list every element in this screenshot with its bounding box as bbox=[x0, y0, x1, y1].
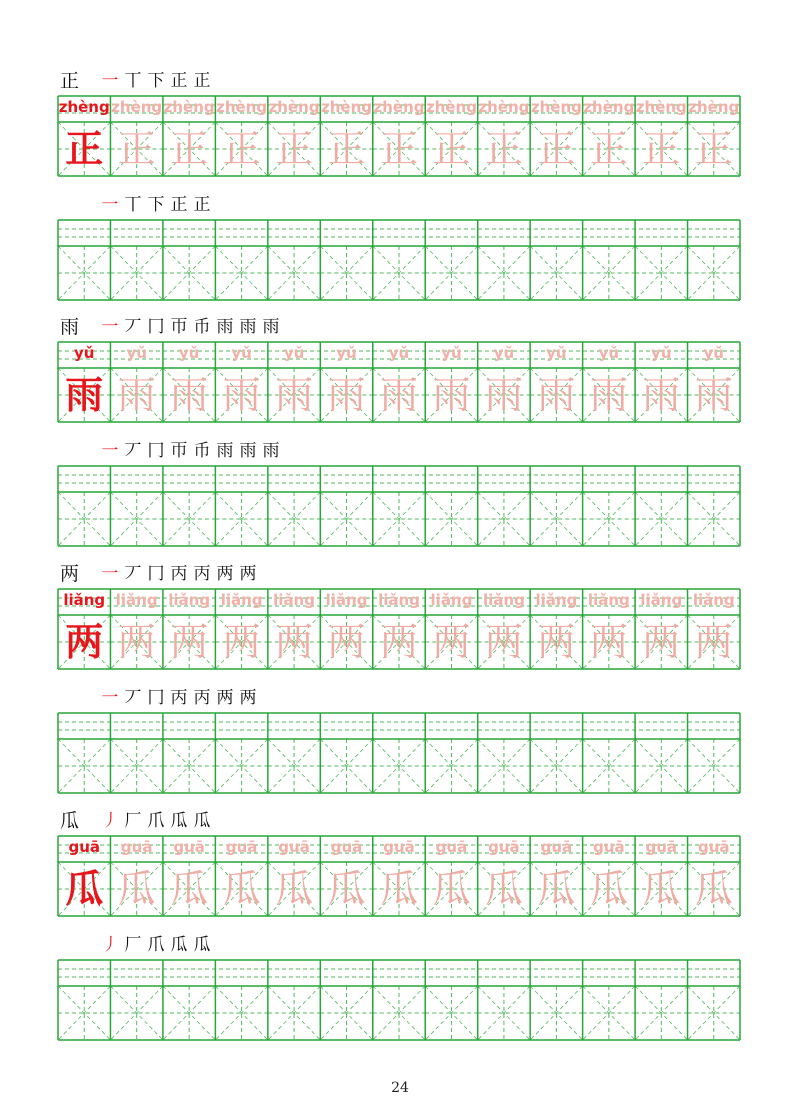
pinyin: yǔ bbox=[178, 344, 200, 362]
trace-cell[interactable] bbox=[320, 836, 372, 916]
hanzi: 正 bbox=[484, 127, 523, 171]
pinyin: zhèng bbox=[216, 98, 268, 116]
pinyin: guā bbox=[225, 838, 258, 856]
tracing-grid[interactable] bbox=[58, 96, 740, 176]
pinyin: yǔ bbox=[336, 344, 357, 362]
pinyin: yǔ bbox=[388, 344, 410, 362]
hanzi: 正 bbox=[642, 127, 681, 171]
pinyin: zhèng bbox=[425, 98, 477, 116]
trace-cell[interactable] bbox=[583, 836, 635, 916]
trace-cell[interactable] bbox=[163, 342, 215, 422]
practice-grid[interactable] bbox=[58, 713, 740, 793]
pinyin: liǎng bbox=[168, 591, 211, 609]
character-label: 雨 bbox=[60, 316, 80, 338]
stroke-order-row bbox=[0, 438, 800, 464]
pinyin: zhèng bbox=[321, 98, 373, 116]
pinyin: liǎng bbox=[115, 591, 158, 609]
stroke-step: 丆 bbox=[124, 317, 142, 337]
hanzi: 正 bbox=[170, 127, 209, 171]
stroke-step: 冂 bbox=[147, 317, 165, 337]
hanzi: 两 bbox=[117, 620, 156, 664]
pinyin: liǎng bbox=[430, 591, 473, 609]
trace-cell[interactable] bbox=[268, 836, 320, 916]
pinyin: yǔ bbox=[651, 344, 672, 362]
stroke-step: 冂 bbox=[147, 564, 165, 584]
pinyin: guā bbox=[488, 838, 520, 856]
hanzi: 瓜 bbox=[484, 867, 523, 911]
hanzi: 瓜 bbox=[117, 867, 156, 911]
pinyin: guā bbox=[540, 838, 573, 856]
hanzi: 瓜 bbox=[379, 867, 418, 911]
trace-cell[interactable] bbox=[635, 836, 687, 916]
trace-cell[interactable] bbox=[635, 342, 687, 422]
trace-cell[interactable] bbox=[320, 589, 372, 669]
hanzi: 两 bbox=[694, 620, 733, 664]
stroke-sequence bbox=[100, 932, 212, 958]
hanzi: 雨 bbox=[642, 373, 681, 417]
pinyin: yǔ bbox=[126, 344, 147, 362]
hanzi: 瓜 bbox=[222, 867, 261, 911]
hanzi: 正 bbox=[327, 127, 366, 171]
hanzi: 雨 bbox=[589, 373, 628, 417]
trace-cell[interactable] bbox=[530, 836, 582, 916]
pinyin: liǎng bbox=[325, 591, 368, 609]
stroke-step: 爪 bbox=[147, 811, 165, 831]
stroke-step: 冂 bbox=[147, 688, 165, 708]
pinyin: zhèng bbox=[163, 98, 215, 116]
stroke-sequence bbox=[100, 561, 258, 587]
trace-cell[interactable] bbox=[478, 589, 530, 669]
stroke-order-row bbox=[0, 808, 800, 834]
stroke-step: 丆 bbox=[124, 564, 142, 584]
character-label: 两 bbox=[60, 563, 80, 585]
model-cell[interactable] bbox=[58, 836, 110, 916]
trace-cell[interactable] bbox=[688, 836, 740, 916]
hanzi: 两 bbox=[484, 620, 523, 664]
stroke-step: 一 bbox=[101, 317, 119, 337]
stroke-step: 丿 bbox=[101, 811, 119, 831]
trace-cell[interactable] bbox=[110, 836, 162, 916]
stroke-sequence bbox=[100, 68, 212, 94]
trace-cell[interactable] bbox=[373, 589, 425, 669]
pinyin: zhèng bbox=[111, 98, 163, 116]
pinyin: guā bbox=[383, 838, 415, 856]
stroke-step: 一 bbox=[101, 564, 119, 584]
trace-cell[interactable] bbox=[530, 342, 582, 422]
pinyin: liǎng bbox=[587, 591, 630, 609]
stroke-step: 两 bbox=[239, 688, 257, 708]
trace-cell[interactable] bbox=[688, 342, 740, 422]
hanzi: 瓜 bbox=[642, 867, 681, 911]
pinyin: yǔ bbox=[493, 344, 515, 362]
trace-cell[interactable] bbox=[110, 342, 162, 422]
stroke-step: 两 bbox=[239, 564, 257, 584]
stroke-step: 一 bbox=[101, 71, 119, 91]
pinyin: guā bbox=[697, 838, 730, 856]
pinyin: liǎng bbox=[220, 591, 263, 609]
hanzi: 瓜 bbox=[537, 867, 576, 911]
trace-cell[interactable] bbox=[215, 589, 267, 669]
stroke-step: 下 bbox=[147, 71, 165, 91]
trace-cell[interactable] bbox=[215, 836, 267, 916]
tracing-grid[interactable] bbox=[58, 342, 740, 422]
stroke-step: 雨 bbox=[239, 441, 257, 461]
stroke-step: 雨 bbox=[216, 317, 234, 337]
pinyin: guā bbox=[435, 838, 468, 856]
pinyin: zhèng bbox=[268, 98, 320, 116]
trace-cell[interactable] bbox=[268, 589, 320, 669]
pinyin: guā bbox=[278, 838, 310, 856]
hanzi: 正 bbox=[379, 127, 418, 171]
stroke-step: 瓜 bbox=[193, 935, 211, 955]
trace-cell[interactable] bbox=[688, 96, 740, 176]
pinyin: guā bbox=[120, 838, 153, 856]
trace-cell[interactable] bbox=[583, 96, 635, 176]
pinyin: zhèng bbox=[688, 98, 740, 116]
trace-cell[interactable] bbox=[163, 96, 215, 176]
trace-cell[interactable] bbox=[478, 836, 530, 916]
hanzi: 瓜 bbox=[327, 867, 366, 911]
stroke-step: 丿 bbox=[101, 935, 119, 955]
trace-cell[interactable] bbox=[530, 589, 582, 669]
hanzi: 雨 bbox=[327, 373, 366, 417]
pinyin: zhèng bbox=[478, 98, 530, 116]
hanzi: 两 bbox=[642, 620, 681, 664]
stroke-step: 正 bbox=[170, 71, 188, 91]
pinyin: guā bbox=[645, 838, 678, 856]
trace-cell[interactable] bbox=[320, 96, 372, 176]
trace-cell[interactable] bbox=[215, 96, 267, 176]
pinyin: zhèng bbox=[635, 98, 687, 116]
stroke-order-row bbox=[0, 192, 800, 218]
trace-cell[interactable] bbox=[583, 589, 635, 669]
pinyin: guā bbox=[173, 838, 205, 856]
stroke-step: 雨 bbox=[262, 317, 280, 337]
hanzi: 正 bbox=[537, 127, 576, 171]
hanzi: 正 bbox=[117, 127, 156, 171]
stroke-step: 两 bbox=[216, 564, 234, 584]
model-cell[interactable] bbox=[58, 342, 110, 422]
hanzi: 两 bbox=[432, 620, 471, 664]
hanzi: 瓜 bbox=[170, 867, 209, 911]
practice-grid[interactable] bbox=[58, 960, 740, 1040]
stroke-step: 丅 bbox=[124, 71, 142, 91]
trace-cell[interactable] bbox=[425, 836, 477, 916]
hanzi: 正 bbox=[65, 126, 104, 171]
character-label: 正 bbox=[60, 70, 80, 92]
pinyin: liǎng bbox=[63, 591, 106, 609]
stroke-step: 帀 bbox=[170, 441, 188, 461]
trace-cell[interactable] bbox=[320, 342, 372, 422]
pinyin: guā bbox=[593, 838, 625, 856]
pinyin: guā bbox=[68, 838, 100, 856]
stroke-step: 丅 bbox=[124, 195, 142, 215]
pinyin: yǔ bbox=[703, 344, 724, 362]
stroke-step: 瓜 bbox=[170, 935, 188, 955]
stroke-sequence bbox=[100, 438, 281, 464]
stroke-step: 两 bbox=[216, 688, 234, 708]
trace-cell[interactable] bbox=[635, 589, 687, 669]
model-cell[interactable] bbox=[58, 589, 110, 669]
stroke-step: 冂 bbox=[147, 441, 165, 461]
hanzi: 两 bbox=[170, 620, 209, 664]
tracing-grid[interactable] bbox=[58, 836, 740, 916]
trace-cell[interactable] bbox=[268, 342, 320, 422]
trace-cell[interactable] bbox=[268, 96, 320, 176]
hanzi: 两 bbox=[379, 620, 418, 664]
stroke-step: 瓜 bbox=[193, 811, 211, 831]
trace-cell[interactable] bbox=[163, 589, 215, 669]
stroke-step: 正 bbox=[170, 195, 188, 215]
trace-cell[interactable] bbox=[163, 836, 215, 916]
trace-cell[interactable] bbox=[373, 342, 425, 422]
hanzi: 两 bbox=[327, 620, 366, 664]
stroke-step: 丆 bbox=[124, 688, 142, 708]
stroke-step: 币 bbox=[193, 441, 211, 461]
hanzi: 瓜 bbox=[432, 867, 471, 911]
trace-cell[interactable] bbox=[530, 96, 582, 176]
hanzi: 正 bbox=[432, 127, 471, 171]
tracing-grid[interactable] bbox=[58, 589, 740, 669]
hanzi: 两 bbox=[537, 620, 576, 664]
pinyin: yǔ bbox=[231, 344, 252, 362]
hanzi: 正 bbox=[222, 127, 261, 171]
hanzi: 雨 bbox=[275, 373, 314, 417]
stroke-step: 厂 bbox=[124, 935, 142, 955]
hanzi: 两 bbox=[275, 620, 314, 664]
hanzi: 正 bbox=[275, 127, 314, 171]
trace-cell[interactable] bbox=[425, 342, 477, 422]
stroke-step: 一 bbox=[101, 195, 119, 215]
pinyin: zhèng bbox=[373, 98, 425, 116]
pinyin: yǔ bbox=[546, 344, 567, 362]
trace-cell[interactable] bbox=[688, 589, 740, 669]
stroke-step: 爪 bbox=[147, 935, 165, 955]
hanzi: 瓜 bbox=[589, 867, 628, 911]
stroke-step: 丙 bbox=[170, 564, 188, 584]
pinyin: liǎng bbox=[692, 591, 735, 609]
model-cell[interactable] bbox=[58, 96, 110, 176]
stroke-step: 厂 bbox=[124, 811, 142, 831]
hanzi: 雨 bbox=[65, 372, 104, 417]
stroke-order-row bbox=[0, 932, 800, 958]
pinyin: yǔ bbox=[73, 344, 95, 362]
stroke-step: 下 bbox=[147, 195, 165, 215]
pinyin: liǎng bbox=[483, 591, 525, 609]
pinyin: liǎng bbox=[535, 591, 578, 609]
trace-cell[interactable] bbox=[373, 96, 425, 176]
trace-cell[interactable] bbox=[425, 96, 477, 176]
trace-cell[interactable] bbox=[373, 836, 425, 916]
hanzi: 瓜 bbox=[275, 867, 314, 911]
pinyin: liǎng bbox=[640, 591, 683, 609]
stroke-sequence bbox=[100, 808, 212, 834]
stroke-step: 雨 bbox=[262, 441, 280, 461]
trace-cell[interactable] bbox=[110, 589, 162, 669]
stroke-step: 一 bbox=[101, 441, 119, 461]
hanzi: 雨 bbox=[694, 373, 733, 417]
stroke-step: 帀 bbox=[170, 317, 188, 337]
pinyin: yǔ bbox=[598, 344, 620, 362]
hanzi: 正 bbox=[589, 127, 628, 171]
trace-cell[interactable] bbox=[425, 589, 477, 669]
hanzi: 两 bbox=[589, 620, 628, 664]
pinyin: liǎng bbox=[273, 591, 315, 609]
pinyin: zhèng bbox=[58, 98, 110, 116]
stroke-step: 丙 bbox=[193, 564, 211, 584]
trace-cell[interactable] bbox=[110, 96, 162, 176]
stroke-step: 丆 bbox=[124, 441, 142, 461]
hanzi: 雨 bbox=[432, 373, 471, 417]
hanzi: 雨 bbox=[117, 373, 156, 417]
hanzi: 瓜 bbox=[694, 867, 733, 911]
pinyin: zhèng bbox=[530, 98, 582, 116]
pinyin: yǔ bbox=[283, 344, 305, 362]
stroke-step: 瓜 bbox=[170, 811, 188, 831]
trace-cell[interactable] bbox=[478, 96, 530, 176]
stroke-order-row bbox=[0, 685, 800, 711]
pinyin: liǎng bbox=[378, 591, 420, 609]
hanzi: 正 bbox=[694, 127, 733, 171]
pinyin: zhèng bbox=[583, 98, 635, 116]
stroke-step: 一 bbox=[101, 688, 119, 708]
stroke-sequence bbox=[100, 192, 212, 218]
trace-cell[interactable] bbox=[215, 342, 267, 422]
practice-grid[interactable] bbox=[58, 466, 740, 546]
pinyin: yǔ bbox=[441, 344, 462, 362]
stroke-step: 雨 bbox=[216, 441, 234, 461]
stroke-sequence bbox=[100, 685, 258, 711]
hanzi: 两 bbox=[65, 619, 104, 664]
practice-grid[interactable] bbox=[58, 220, 740, 300]
stroke-order-row bbox=[0, 68, 800, 94]
character-label: 瓜 bbox=[60, 810, 80, 832]
hanzi: 两 bbox=[222, 620, 261, 664]
stroke-order-row bbox=[0, 561, 800, 587]
stroke-step: 丙 bbox=[170, 688, 188, 708]
hanzi: 雨 bbox=[537, 373, 576, 417]
stroke-sequence bbox=[100, 314, 281, 340]
stroke-step: 币 bbox=[193, 317, 211, 337]
stroke-order-row bbox=[0, 314, 800, 340]
trace-cell[interactable] bbox=[635, 96, 687, 176]
stroke-step: 正 bbox=[193, 195, 211, 215]
stroke-step: 正 bbox=[193, 71, 211, 91]
stroke-step: 丙 bbox=[193, 688, 211, 708]
trace-cell[interactable] bbox=[478, 342, 530, 422]
hanzi: 雨 bbox=[170, 373, 209, 417]
page-number: 24 bbox=[391, 1080, 409, 1096]
hanzi: 雨 bbox=[484, 373, 523, 417]
trace-cell[interactable] bbox=[583, 342, 635, 422]
hanzi: 瓜 bbox=[65, 866, 104, 911]
hanzi: 雨 bbox=[379, 373, 418, 417]
hanzi: 雨 bbox=[222, 373, 261, 417]
pinyin: guā bbox=[330, 838, 363, 856]
stroke-step: 雨 bbox=[239, 317, 257, 337]
